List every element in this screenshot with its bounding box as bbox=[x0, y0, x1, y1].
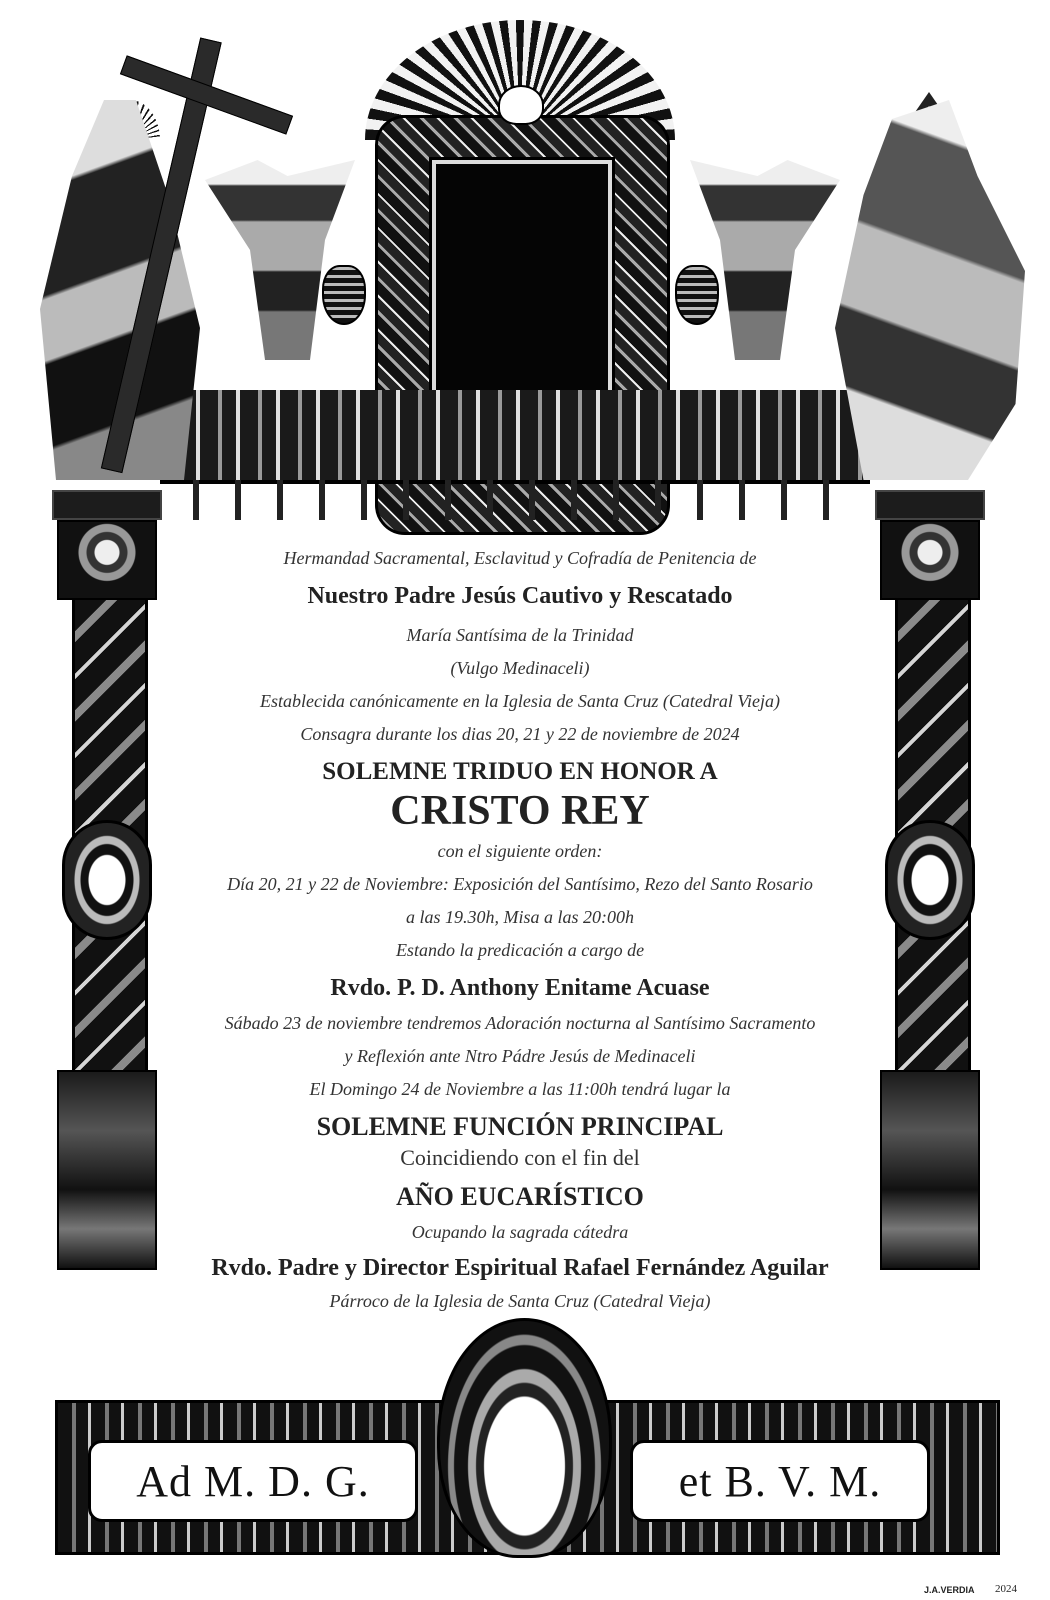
virgin-name: María Santísima de la Trinidad bbox=[406, 625, 634, 645]
preaching-intro: Estando la predicación a cargo de bbox=[395, 940, 645, 960]
director-name: Rvdo. Padre y Director Espiritual Rafael Fernández Aguilar bbox=[211, 1255, 829, 1281]
sunday-intro: El Domingo 24 de Noviembre a las 11:00h tendrá lugar la bbox=[309, 1079, 731, 1099]
censer-right-icon bbox=[675, 265, 719, 325]
announcement-text bbox=[160, 542, 880, 1318]
angel-right bbox=[690, 160, 840, 360]
pillar-base bbox=[880, 1070, 980, 1270]
motto-left: Ad M. D. G. bbox=[136, 1456, 370, 1506]
pillar-right bbox=[875, 490, 985, 1290]
pillar-capital bbox=[57, 520, 157, 600]
vulgo-name: (Vulgo Medinaceli) bbox=[450, 658, 590, 678]
pillar-cap bbox=[52, 490, 162, 520]
ano-eucaristico-heading: AÑO EUCARÍSTICO bbox=[396, 1182, 644, 1211]
motto-right: et B. V. M. bbox=[678, 1456, 882, 1506]
order-intro: con el siguiente orden: bbox=[437, 841, 603, 861]
pillar-base bbox=[57, 1070, 157, 1270]
catedra-line: Ocupando la sagrada cátedra bbox=[411, 1222, 629, 1242]
triduo-heading: SOLEMNE TRIDUO EN HONOR A bbox=[322, 758, 718, 785]
holy-spirit-dove-icon bbox=[498, 85, 544, 125]
schedule-line-1: Día 20, 21 y 22 de Noviembre: Exposición del Santísimo, Rezo del Santo Rosario bbox=[227, 874, 813, 894]
pillar-cap bbox=[875, 490, 985, 520]
motto-right-box bbox=[630, 1440, 930, 1522]
preacher-name: Rvdo. P. D. Anthony Enitame Acuase bbox=[330, 975, 710, 1001]
canopy-tassels bbox=[175, 480, 855, 520]
angel-left bbox=[205, 160, 355, 360]
parroco-line: Párroco de la Iglesia de Santa Cruz (Catedral Vieja) bbox=[329, 1291, 711, 1311]
dates-line: Consagra durante los dias 20, 21 y 22 de noviembre de 2024 bbox=[300, 724, 740, 744]
schedule-line-2: a las 19.30h, Misa a las 20:00h bbox=[405, 907, 634, 927]
brotherhood-name: Nuestro Padre Jesús Cautivo y Rescatado bbox=[307, 583, 733, 609]
pillar-medallion bbox=[62, 820, 152, 940]
artist-year: 2024 bbox=[995, 1583, 1017, 1595]
brotherhood-line: Hermandad Sacramental, Esclavitud y Cofradía de Penitencia de bbox=[283, 548, 757, 568]
funcion-heading: SOLEMNE FUNCIÓN PRINCIPAL bbox=[316, 1112, 724, 1141]
god-the-father-figure bbox=[835, 100, 1025, 480]
motto-left-box bbox=[88, 1440, 418, 1522]
saturday-line-1: Sábado 23 de noviembre tendremos Adoración nocturna al Santísimo Sacramento bbox=[224, 1013, 816, 1033]
pillar-capital bbox=[880, 520, 980, 600]
saturday-line-2: y Reflexión ante Ntro Pádre Jesús de Medinaceli bbox=[344, 1046, 696, 1066]
artist-signature: J.A.VERDIA bbox=[924, 1585, 975, 1595]
censer-left-icon bbox=[322, 265, 366, 325]
pillar-left bbox=[52, 490, 162, 1290]
pillar-medallion bbox=[885, 820, 975, 940]
brotherhood-crest-icon bbox=[437, 1318, 612, 1558]
coincide-line: Coincidiendo con el fin del bbox=[400, 1145, 640, 1170]
established-line: Establecida canónicamente en la Iglesia de Santa Cruz (Catedral Vieja) bbox=[259, 691, 781, 711]
cristo-rey-title: CRISTO REY bbox=[390, 788, 650, 834]
canopy-valance bbox=[160, 390, 870, 484]
jesus-cautivo-image bbox=[432, 160, 612, 395]
